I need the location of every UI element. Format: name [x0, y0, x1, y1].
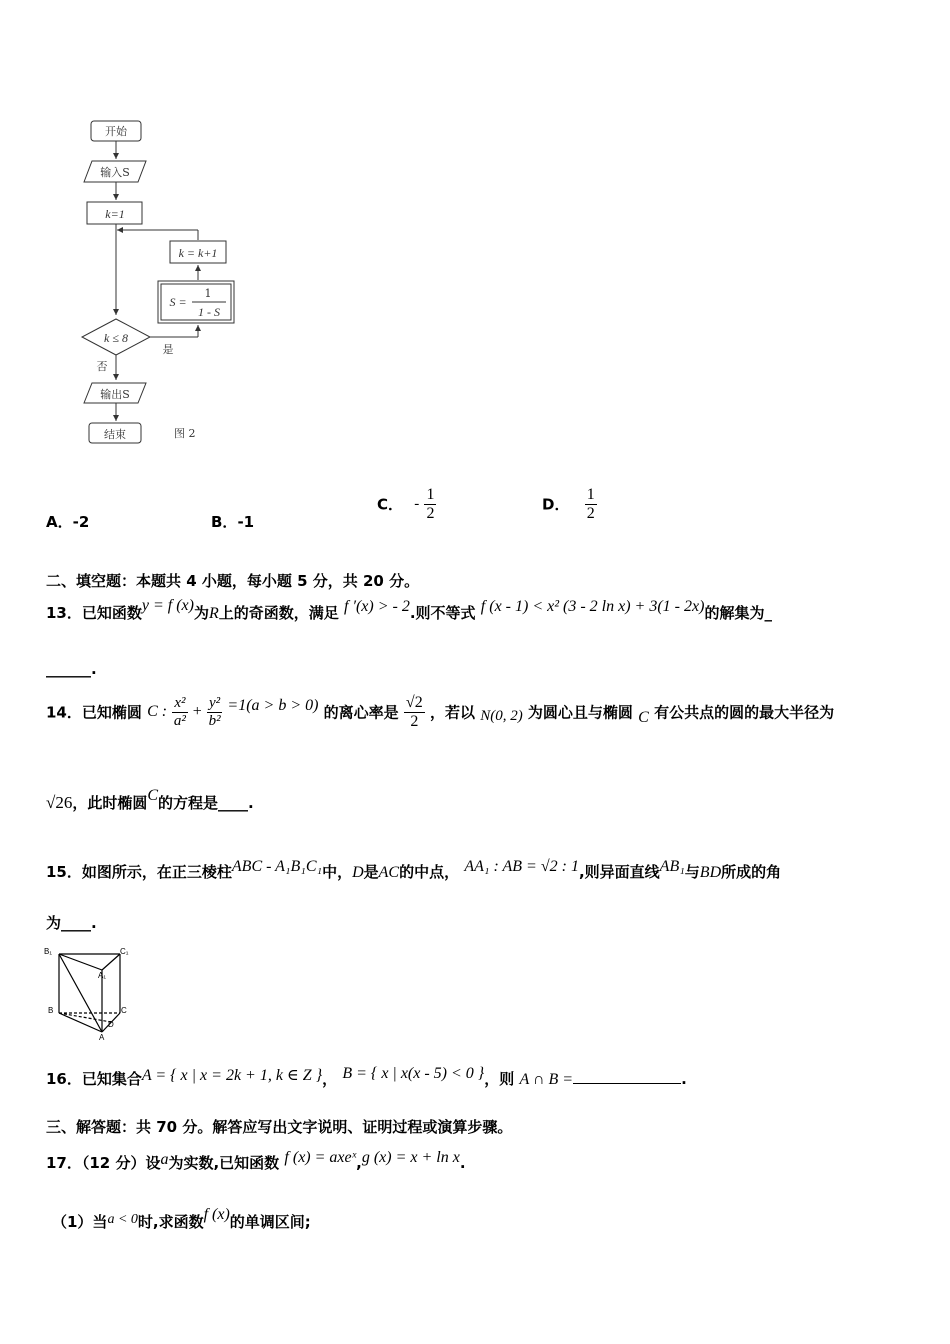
question-13-blank: ______. — [46, 660, 97, 678]
flowchart-start-label: 开始 — [105, 125, 127, 138]
prism-figure — [42, 942, 137, 1042]
prism-label-b: B — [48, 1006, 54, 1015]
section-answer-heading: 三、解答题：共 70 分。解答应写出文字说明、证明过程或演算步骤。 — [46, 1118, 513, 1136]
answer-blank — [573, 1083, 681, 1084]
question-17: 17．（12 分）设a为实数,已知函数 f (x) = axeˣ,g (x) = x + ln x. — [46, 1149, 466, 1172]
question-17-part-1: （1）当a < 0时,求函数f (x)的单调区间; — [52, 1206, 311, 1231]
option-a: A．-2 — [46, 513, 90, 531]
flowchart-init-label: k=1 — [105, 207, 125, 221]
question-15: 15．如图所示，在正三棱柱ABC - A₁B₁C₁中，D是AC的中点， AA₁ : AB = √2 : 1,则异面直线AB₁与BD所成的角 — [46, 858, 782, 881]
flowchart-update-k-label: k = k+1 — [178, 246, 218, 260]
option-d: D． $\frac{1}{2}$ — [542, 486, 595, 522]
question-14: 14．已知椭圆 C : $\frac{\text{x²}}{\text{a²}}$ + $\frac{\text{y²}}{\text{b²}}$ =1(a > b > 0) 的离心率是 $\frac{√2}{2}$ ，若以 N(0, 2) 为圆心且与椭圆 C 有公共点的圆的最大半径为 — [46, 694, 835, 730]
prism-label-b1: B₁ — [44, 947, 53, 956]
flowchart-update-s-num: 1 — [204, 287, 212, 300]
prism-label-a: A — [99, 1033, 105, 1042]
flowchart-input-label: 输入S — [100, 166, 130, 179]
flowchart-no-label: 否 — [96, 360, 108, 373]
prism-label-d: D — [108, 1020, 114, 1029]
option-b: B．-1 — [211, 513, 255, 531]
question-14-cont: √26，此时椭圆C的方程是____. — [46, 787, 254, 812]
prism-label-c: C — [121, 1006, 127, 1015]
flowchart-update-s-den: 1 - S — [198, 305, 220, 319]
flowchart-figure — [70, 115, 270, 455]
question-15-cont: 为____. — [46, 914, 97, 932]
flowchart-condition-label: k ≤ 8 — [104, 331, 128, 345]
flowchart-caption: 图 2 — [174, 427, 196, 440]
prism-label-a1: A₁ — [98, 971, 107, 980]
flowchart-end-label: 结束 — [104, 428, 126, 441]
prism-label-c1: C₁ — [120, 947, 129, 956]
flowchart-output-label: 输出S — [100, 388, 130, 401]
question-16: 16．已知集合A = { x | x = 2k + 1, k ∈ Z }， B = { x | x(x - 5) < 0 }，则 A ∩ B = . — [46, 1065, 687, 1088]
option-c: C． - $\frac{1}{2}$ — [377, 486, 435, 522]
flowchart-yes-label: 是 — [162, 343, 174, 356]
question-13: 13．已知函数y = f (x)为R上的奇函数，满足 f ′(x) > - 2.则不等式 f (x - 1) < x² (3 - 2 ln x) + 3(1 - 2x)的解集为_ — [46, 597, 772, 622]
section-fill-in-heading: 二、填空题：本题共 4 小题，每小题 5 分，共 20 分。 — [46, 572, 420, 590]
flowchart-update-s-lhs: S = — [169, 295, 187, 309]
